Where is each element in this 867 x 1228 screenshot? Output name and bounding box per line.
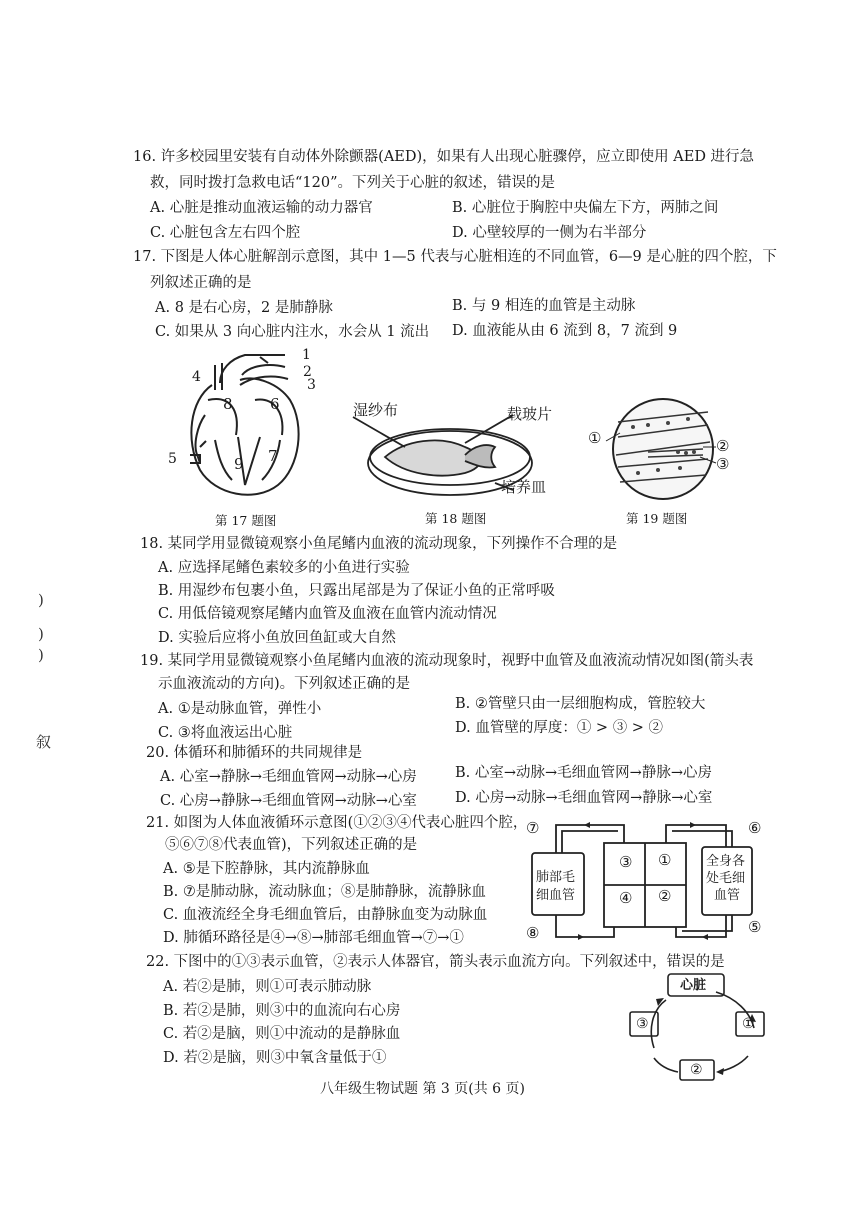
q21-option-a: A. ⑤是下腔静脉，其内流静脉血 bbox=[163, 861, 370, 877]
q17-option-d: D. 血液能从由 6 流到 8，7 流到 9 bbox=[452, 323, 678, 339]
heart-label-2: 2 bbox=[303, 364, 312, 380]
q16-option-b: B. 心脏位于胸腔中央偏左下方，两肺之间 bbox=[452, 200, 719, 216]
heart-label-9: 9 bbox=[234, 455, 244, 473]
circ-label-2: ② bbox=[658, 887, 672, 905]
q19-option-a: A. ①是动脉血管，弹性小 bbox=[158, 701, 322, 717]
heart-label-5: 5 bbox=[168, 451, 177, 467]
q21-option-c: C. 血液流经全身毛细血管后，由静脉血变为动脉血 bbox=[163, 907, 488, 923]
q17-stem-line2: 列叙述正确的是 bbox=[150, 275, 252, 291]
q16-option-a: A. 心脏是推动血液运输的动力器官 bbox=[150, 200, 373, 216]
q22-option-d: D. 若②是脑，则③中氧含量低于① bbox=[163, 1050, 387, 1066]
q17-option-a: A. 8 是右心房，2 是肺静脉 bbox=[155, 300, 333, 316]
q21-option-b: B. ⑦是肺动脉，流动脉血；⑧是肺静脉，流静脉血 bbox=[163, 884, 486, 900]
page-footer: 八年级生物试题 第 3 页(共 6 页) bbox=[320, 1081, 525, 1097]
q16-option-c: C. 心脏包含左右四个腔 bbox=[150, 225, 301, 241]
body-capillary-line2: 处毛细 bbox=[706, 871, 746, 886]
circ-label-5: ⑤ bbox=[748, 918, 762, 936]
q18-option-c: C. 用低倍镜观察尾鳍内血管及血液在血管内流动情况 bbox=[158, 606, 497, 622]
loop-label-3: ③ bbox=[636, 1016, 649, 1032]
heart-label-8: 8 bbox=[223, 395, 233, 413]
q17-option-b: B. 与 9 相连的血管是主动脉 bbox=[452, 298, 636, 314]
q22-stem: 22. 下图中的①③表示血管，②表示人体器官，箭头表示血流方向。下列叙述中，错误的是 bbox=[146, 954, 725, 970]
label-petri-dish: 培养皿 bbox=[501, 478, 547, 496]
loop-label-2: ② bbox=[690, 1062, 703, 1078]
circ-label-8: ⑧ bbox=[526, 924, 540, 942]
q16-stem-line2: 救，同时拨打急救电话“120”。下列关于心脏的叙述，错误的是 bbox=[150, 175, 555, 191]
q20-option-d: D. 心房→动脉→毛细血管网→静脉→心室 bbox=[455, 790, 713, 806]
loop-label-1: ① bbox=[742, 1016, 755, 1032]
heart-label-7: 7 bbox=[268, 447, 278, 465]
q20-option-a: A. 心室→静脉→毛细血管网→动脉→心房 bbox=[160, 769, 417, 785]
q19-option-b: B. ②管壁只由一层细胞构成，管腔较大 bbox=[455, 696, 706, 712]
q22-option-b: B. 若②是肺，则③中的血流向右心房 bbox=[163, 1003, 401, 1019]
q17-option-c: C. 如果从 3 向心脏内注水，水会从 1 流出 bbox=[155, 324, 430, 340]
q19-stem-line1: 19. 某同学用显微镜观察小鱼尾鳍内血液的流动现象时，视野中血管及血液流动情况如图(箭头表 bbox=[140, 653, 754, 669]
q20-stem: 20. 体循环和肺循环的共同规律是 bbox=[146, 745, 363, 761]
circ-label-7: ⑦ bbox=[526, 819, 540, 837]
figure-18-fish-dish bbox=[345, 395, 575, 530]
margin-mark-4: 叙 bbox=[36, 733, 52, 751]
figure-21-circulation bbox=[526, 813, 766, 948]
circ-label-4: ④ bbox=[619, 889, 633, 907]
heart-label-3: 3 bbox=[307, 377, 316, 393]
q16-stem-line1: 16. 许多校园里安装有自动体外除颤器(AED)，如果有人出现心脏骤停，应立即使用 AED 进行急 bbox=[133, 149, 755, 165]
label-wet-gauze: 湿纱布 bbox=[353, 401, 399, 419]
heart-label-6: 6 bbox=[270, 395, 280, 413]
q21-stem-line1: 21. 如图为人体血液循环示意图(①②③④代表心脏四个腔， bbox=[146, 815, 528, 831]
lung-capillary-line1: 肺部毛 bbox=[536, 870, 576, 885]
figure-19-caption: 第 19 题图 bbox=[626, 511, 688, 526]
micro-label-2: ② bbox=[716, 437, 730, 455]
micro-label-1: ① bbox=[588, 429, 602, 447]
figure-17-caption: 第 17 题图 bbox=[215, 513, 277, 528]
heart-box-label: 心脏 bbox=[680, 978, 707, 993]
q19-option-c: C. ③将血液运出心脏 bbox=[158, 725, 293, 741]
q17-stem-line1: 17. 下图是人体心脏解剖示意图，其中 1—5 代表与心脏相连的不同血管，6—9 是心脏的四个腔，下 bbox=[133, 249, 777, 265]
q22-option-c: C. 若②是脑，则①中流动的是静脉血 bbox=[163, 1026, 401, 1042]
margin-mark-1: ) bbox=[38, 591, 44, 609]
q19-stem-line2: 示血液流动的方向)。下列叙述正确的是 bbox=[158, 676, 411, 692]
circ-label-6: ⑥ bbox=[748, 819, 762, 837]
q19-option-d: D. 血管壁的厚度：① > ③ > ② bbox=[455, 720, 664, 736]
margin-mark-3: ) bbox=[38, 646, 44, 664]
q18-option-d: D. 实验后应将小鱼放回鱼缸或大自然 bbox=[158, 630, 396, 646]
body-capillary-line1: 全身各 bbox=[706, 854, 746, 869]
figure-22-organ-loop bbox=[628, 970, 768, 1082]
micro-label-3: ③ bbox=[716, 455, 730, 473]
q22-option-a: A. 若②是肺，则①可表示肺动脉 bbox=[163, 979, 372, 995]
q20-option-b: B. 心室→动脉→毛细血管网→静脉→心房 bbox=[455, 765, 712, 781]
circ-label-1: ① bbox=[658, 851, 672, 869]
circ-label-3: ③ bbox=[619, 853, 633, 871]
q18-stem: 18. 某同学用显微镜观察小鱼尾鳍内血液的流动现象，下列操作不合理的是 bbox=[140, 536, 618, 552]
heart-label-1: 1 bbox=[302, 347, 311, 363]
figure-19-microscope bbox=[588, 397, 738, 530]
label-glass-slide: 载玻片 bbox=[507, 405, 553, 423]
q16-option-d: D. 心壁较厚的一侧为右半部分 bbox=[452, 225, 647, 241]
lung-capillary-line2: 细血管 bbox=[536, 888, 576, 903]
figure-18-caption: 第 18 题图 bbox=[425, 511, 487, 526]
q21-stem-line2: ⑤⑥⑦⑧代表血管)，下列叙述正确的是 bbox=[165, 837, 418, 853]
figure-17-heart bbox=[160, 345, 330, 530]
q20-option-c: C. 心房→静脉→毛细血管网→动脉→心室 bbox=[160, 793, 417, 809]
q21-option-d: D. 肺循环路径是④→⑧→肺部毛细血管→⑦→① bbox=[163, 930, 464, 946]
body-capillary-line3: 血管 bbox=[714, 888, 741, 903]
heart-label-4: 4 bbox=[192, 369, 201, 385]
q18-option-a: A. 应选择尾鳍色素较多的小鱼进行实验 bbox=[158, 560, 410, 576]
q18-option-b: B. 用湿纱布包裹小鱼，只露出尾部是为了保证小鱼的正常呼吸 bbox=[158, 583, 555, 599]
margin-mark-2: ) bbox=[38, 625, 44, 643]
